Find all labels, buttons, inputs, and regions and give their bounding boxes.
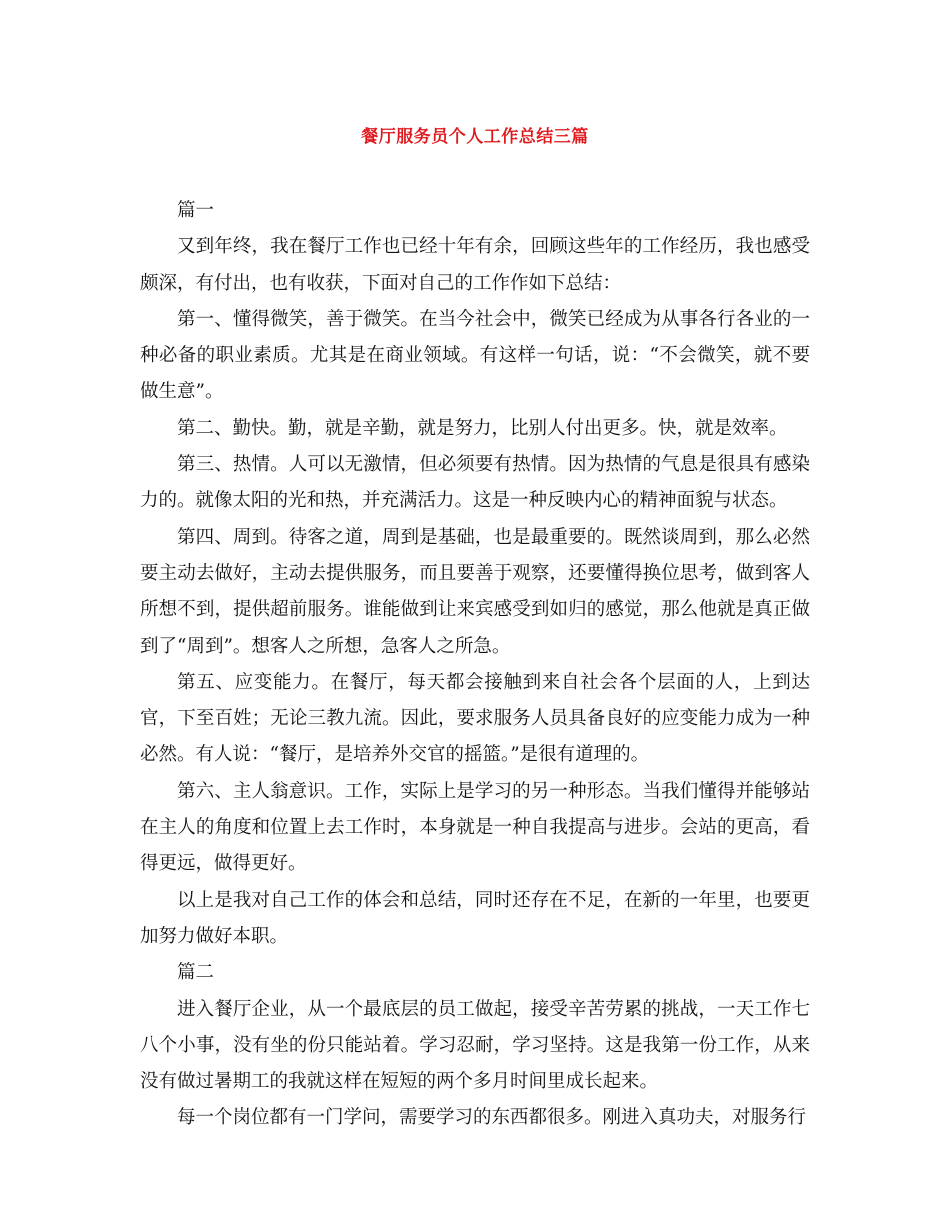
- section-heading-1: 篇一: [177, 200, 215, 221]
- paragraph: 第四、周到。待客之道，周到是基础，也是最重要的。既然谈周到，那么必然要主动去做好，主动去提供服务，而且要善于观察，还要懂得换位思考，做到客人所想不到，提供超前服务。谁能做到让来宾感受到如归的感觉，那么他就是真正做到了“周到”。想客人之所想，急客人之所急。: [140, 526, 810, 657]
- section-heading-2: 篇二: [177, 962, 215, 984]
- paragraph: 第三、热情。人可以无激情，但必须要有热情。因为热情的气息是很具有感染力的。就像太阳的光和热，并充满活力。这是一种反映内心的精神面貌与状态。: [140, 454, 810, 512]
- paragraph: 以上是我对自己工作的体会和总结，同时还存在不足，在新的一年里，也要更加努力做好本职。: [140, 889, 810, 947]
- paragraph: 又到年终，我在餐厅工作也已经十年有余，回顾这些年的工作经历，我也感受颇深，有付出，也有收获，下面对自己的工作作如下总结：: [140, 236, 810, 294]
- paragraph: 第六、主人翁意识。工作，实际上是学习的另一种形态。当我们懂得并能够站在主人的角度和位置上去工作时，本身就是一种自我提高与进步。会站的更高，看得更远，做得更好。: [140, 780, 810, 875]
- paragraph: 第五、应变能力。在餐厅，每天都会接触到来自社会各个层面的人，上到达官，下至百姓；无论三教九流。因此，要求服务人员具备良好的应变能力成为一种必然。有人说：“餐厅，是培养外交官的摇篮。”是很有道理的。: [140, 671, 810, 766]
- paragraph: 进入餐厅企业，从一个最底层的员工做起，接受辛苦劳累的挑战，一天工作七八个小事，没有坐的份只能站着。学习忍耐，学习坚持。这是我第一份工作，从来没有做过暑期工的我就这样在短短的两个多月时间里成长起来。: [140, 998, 810, 1093]
- paragraph: 每一个岗位都有一门学问，需要学习的东西都很多。刚进入真功夫，对服务行: [177, 1107, 807, 1129]
- document-title: 餐厅服务员个人工作总结三篇: [361, 127, 589, 147]
- paragraph: 第一、懂得微笑，善于微笑。在当今社会中，微笑已经成为从事各行各业的一种必备的职业素质。尤其是在商业领域。有这样一句话，说：“不会微笑，就不要做生意”。: [140, 308, 810, 403]
- paragraph: 第二、勤快。勤，就是辛勤，就是努力，比别人付出更多。快，就是效率。: [177, 417, 788, 439]
- document-body: [140, 193, 810, 1137]
